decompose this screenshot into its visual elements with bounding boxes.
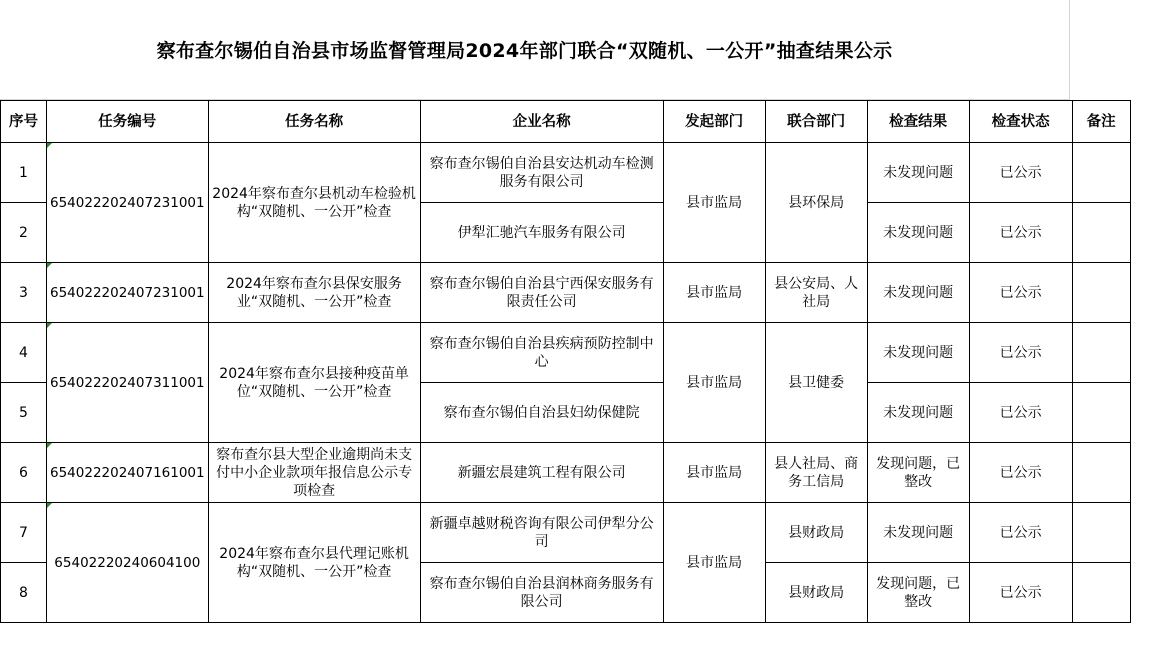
company-cell[interactable]: 察布查尔锡伯自治县妇幼保健院 — [420, 383, 663, 443]
header-result[interactable]: 检查结果 — [867, 101, 969, 143]
note-cell[interactable] — [1072, 203, 1130, 263]
result-cell[interactable]: 未发现问题 — [867, 383, 969, 443]
result-cell[interactable]: 未发现问题 — [867, 323, 969, 383]
result-cell[interactable]: 发现问题，已整改 — [867, 443, 969, 503]
joint-cell[interactable]: 县人社局、商务工信局 — [765, 443, 867, 503]
header-task-no[interactable]: 任务编号 — [47, 101, 209, 143]
status-cell[interactable]: 已公示 — [969, 443, 1072, 503]
header-initiator[interactable]: 发起部门 — [663, 101, 765, 143]
task-no-cell[interactable]: 654022202407231001 — [47, 143, 209, 263]
seq-cell[interactable]: 1 — [1, 143, 47, 203]
status-cell[interactable]: 已公示 — [969, 323, 1072, 383]
title-cell[interactable] — [0, 0, 1070, 100]
task-no-cell[interactable]: 654022202407311001 — [47, 323, 209, 443]
task-name-cell[interactable]: 察布查尔县大型企业逾期尚未支付中小企业款项年报信息公示专项检查 — [208, 443, 420, 503]
status-cell[interactable]: 已公示 — [969, 263, 1072, 323]
task-name-cell[interactable]: 2024年察布查尔县机动车检验机构“双随机、一公开”检查 — [208, 143, 420, 263]
initiator-cell[interactable]: 县市监局 — [663, 143, 765, 263]
header-joint[interactable]: 联合部门 — [765, 101, 867, 143]
note-cell[interactable] — [1072, 323, 1130, 383]
joint-cell[interactable]: 县财政局 — [765, 503, 867, 563]
company-cell[interactable]: 新疆宏晨建筑工程有限公司 — [420, 443, 663, 503]
note-cell[interactable] — [1072, 443, 1130, 503]
result-cell[interactable]: 未发现问题 — [867, 203, 969, 263]
table-row — [1, 323, 1131, 383]
status-cell[interactable]: 已公示 — [969, 143, 1072, 203]
table-row — [1, 503, 1131, 563]
joint-cell[interactable]: 县公安局、人社局 — [765, 263, 867, 323]
initiator-cell[interactable]: 县市监局 — [663, 323, 765, 443]
results-table — [0, 100, 1131, 623]
header-status[interactable]: 检查状态 — [969, 101, 1072, 143]
table-row — [1, 263, 1131, 323]
result-cell[interactable]: 未发现问题 — [867, 503, 969, 563]
task-name-cell[interactable]: 2024年察布查尔县代理记账机构“双随机、一公开”检查 — [208, 503, 420, 623]
joint-cell[interactable]: 县环保局 — [765, 143, 867, 263]
joint-cell[interactable]: 县卫健委 — [765, 323, 867, 443]
company-cell[interactable]: 察布查尔锡伯自治县润林商务服务有限公司 — [420, 563, 663, 623]
note-cell[interactable] — [1072, 263, 1130, 323]
note-cell[interactable] — [1072, 383, 1130, 443]
status-cell[interactable]: 已公示 — [969, 563, 1072, 623]
status-cell[interactable]: 已公示 — [969, 383, 1072, 443]
company-cell[interactable]: 察布查尔锡伯自治县安达机动车检测服务有限公司 — [420, 143, 663, 203]
company-cell[interactable]: 察布查尔锡伯自治县疾病预防控制中心 — [420, 323, 663, 383]
company-cell[interactable]: 察布查尔锡伯自治县宁西保安服务有限责任公司 — [420, 263, 663, 323]
task-no-cell[interactable]: 654022202407161001 — [47, 443, 209, 503]
note-cell[interactable] — [1072, 143, 1130, 203]
header-company[interactable]: 企业名称 — [420, 101, 663, 143]
header-note[interactable]: 备注 — [1072, 101, 1130, 143]
initiator-cell[interactable]: 县市监局 — [663, 263, 765, 323]
seq-cell[interactable]: 8 — [1, 563, 47, 623]
company-cell[interactable]: 新疆卓越财税咨询有限公司伊犁分公司 — [420, 503, 663, 563]
seq-cell[interactable]: 6 — [1, 443, 47, 503]
task-name-cell[interactable]: 2024年察布查尔县接种疫苗单位“双随机、一公开”检查 — [208, 323, 420, 443]
page-title: 察布查尔锡伯自治县市场监督管理局2024年部门联合“双随机、一公开”抽查结果公示 — [156, 40, 893, 62]
note-cell[interactable] — [1072, 503, 1130, 563]
joint-cell[interactable]: 县财政局 — [765, 563, 867, 623]
result-cell[interactable]: 发现问题，已整改 — [867, 563, 969, 623]
initiator-cell[interactable]: 县市监局 — [663, 503, 765, 623]
seq-cell[interactable]: 2 — [1, 203, 47, 263]
table-row — [1, 143, 1131, 203]
seq-cell[interactable]: 7 — [1, 503, 47, 563]
status-cell[interactable]: 已公示 — [969, 203, 1072, 263]
seq-cell[interactable]: 3 — [1, 263, 47, 323]
result-cell[interactable]: 未发现问题 — [867, 143, 969, 203]
header-task-name[interactable]: 任务名称 — [208, 101, 420, 143]
result-cell[interactable]: 未发现问题 — [867, 263, 969, 323]
table-row — [1, 443, 1131, 503]
header-seq[interactable]: 序号 — [1, 101, 47, 143]
seq-cell[interactable]: 4 — [1, 323, 47, 383]
company-cell[interactable]: 伊犁汇驰汽车服务有限公司 — [420, 203, 663, 263]
initiator-cell[interactable]: 县市监局 — [663, 443, 765, 503]
note-cell[interactable] — [1072, 563, 1130, 623]
task-no-cell[interactable]: 654022202407231001 — [47, 263, 209, 323]
task-no-cell[interactable]: 65402220240604100 — [47, 503, 209, 623]
task-name-cell[interactable]: 2024年察布查尔县保安服务业“双随机、一公开”检查 — [208, 263, 420, 323]
status-cell[interactable]: 已公示 — [969, 503, 1072, 563]
header-row — [1, 101, 1131, 143]
seq-cell[interactable]: 5 — [1, 383, 47, 443]
